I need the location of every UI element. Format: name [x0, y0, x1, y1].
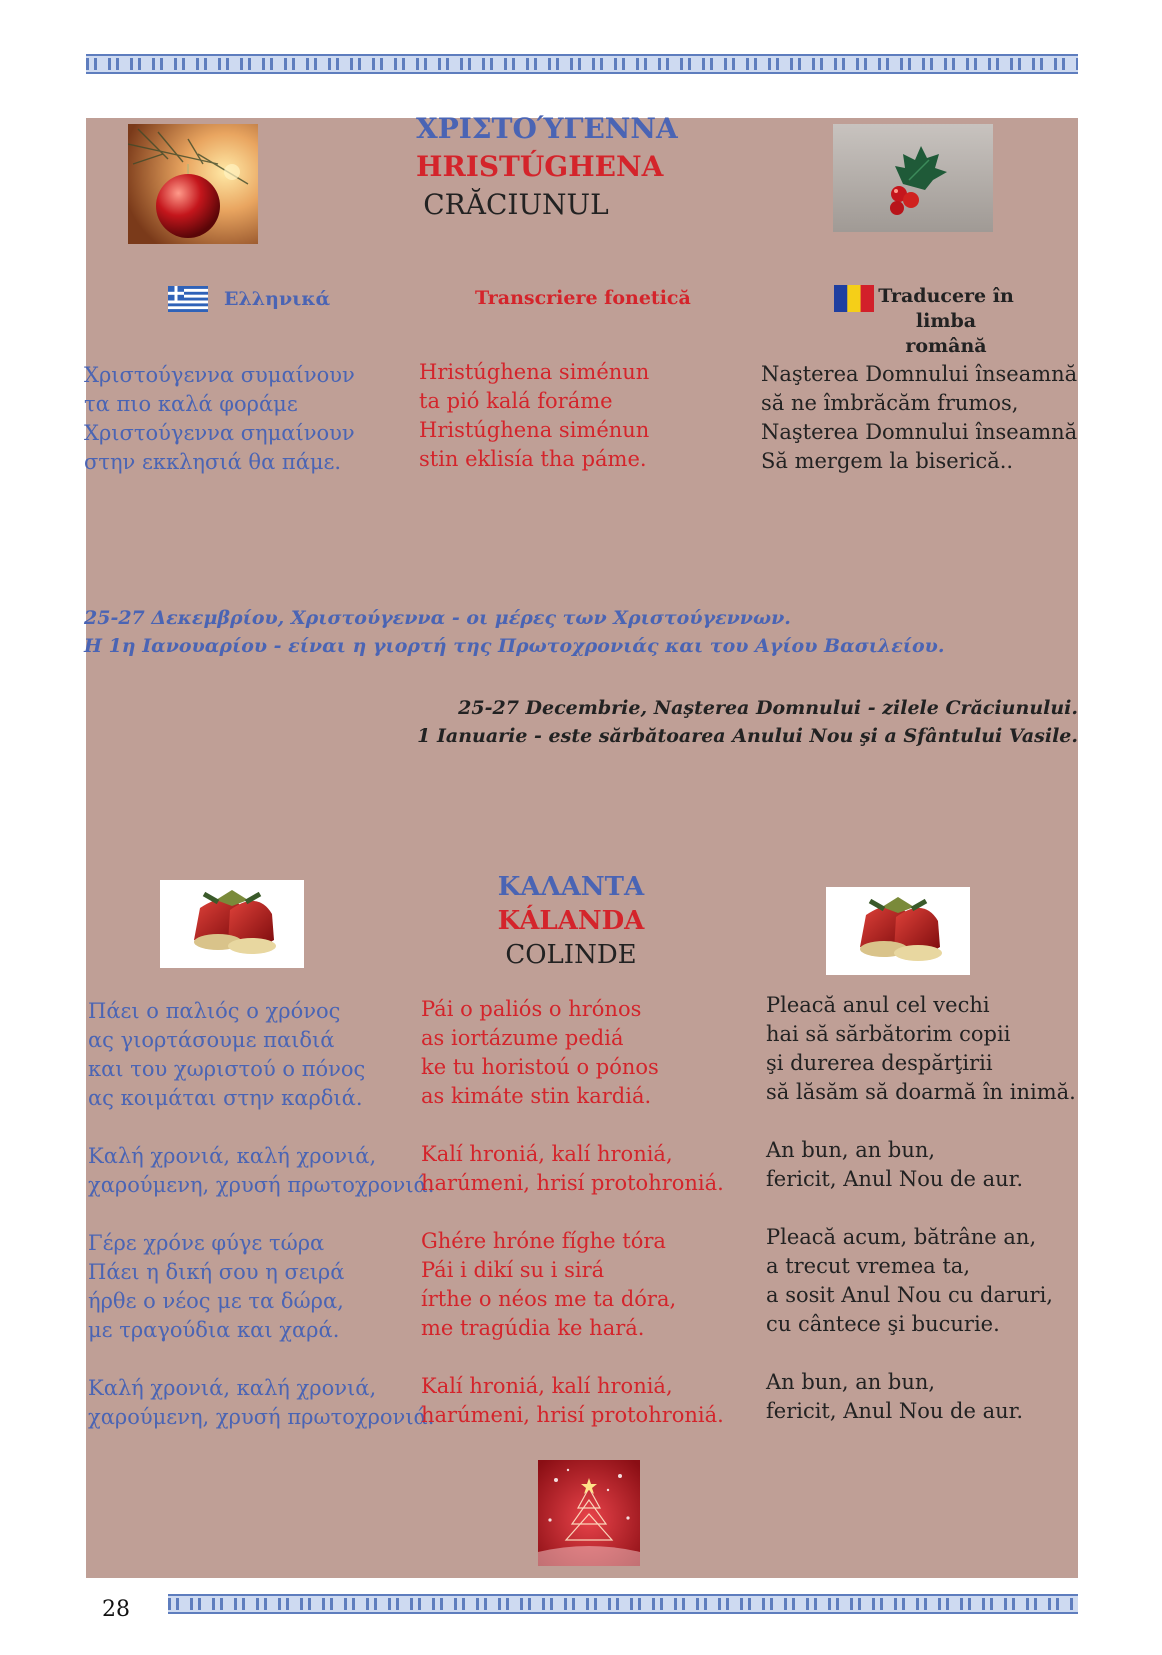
header-phonetic: Transcriere fonetică: [475, 287, 691, 309]
carols-title: [481, 870, 661, 972]
romanian-flag-icon: [834, 285, 874, 312]
note-romanian-line2: 1 Ianuarie - este sărbătoarea Anului Nou şi a Sfântului Vasile.: [417, 725, 1078, 747]
header-greek: Ελληνικά: [224, 288, 331, 310]
title-greek: ΧΡΙΣΤΟΎΓΕΝΝΑ: [416, 112, 678, 145]
verse2-greek: Πάει ο παλιός ο χρόνος ας γιορτάσουμε παιδιά και του χωριστού ο πόνος ας κοιμάται στην καρδιά. Καλή χρονιά, καλή χρονιά, χαρούμενη, χρυσή πρωτοχρονιά. Γέρε χρόνε φύγε τώρα Πάει η δική σου η σειρά ήρθε ο νέος με τα δώρα, με τραγούδια και χαρά. Καλή χρονιά, καλή χρονιά, χαρούμενη, χρυσή πρωτοχρονιά.: [88, 999, 435, 1429]
christmas-tree-card: [538, 1460, 640, 1566]
title2-greek: ΚΑΛΑΝΤΑ: [497, 872, 645, 902]
content-panel: [84, 112, 1078, 1578]
holly-photo: [833, 124, 993, 232]
title-phonetic: HRISTÚGHENA: [416, 150, 664, 183]
title-romanian: CRĂCIUNUL: [423, 188, 609, 221]
greek-key-border-top: [86, 54, 1078, 74]
verse1-greek: Χριστούγεννα συμαίνουν τα πιο καλά φοράμε Χριστούγεννα σημαίνουν στην εκκλησιά θα πάμε.: [84, 363, 355, 474]
note-greek-line2: Η 1η Ιανουαρίου - είναι η γιορτή της Πρωτοχρονιάς και του Αγίου Βασιλείου.: [84, 635, 945, 657]
page-number: 28: [102, 1597, 130, 1622]
bells-photo-right: [826, 887, 970, 975]
christmas-ornament-photo: [128, 124, 258, 244]
bells-photo-left: [160, 880, 304, 968]
greek-key-border-bottom: [168, 1594, 1078, 1614]
header-romanian: Traducere în limba română: [878, 285, 1014, 357]
title2-phonetic: KÁLANDA: [497, 906, 645, 936]
christmas-title: [416, 110, 678, 224]
verse2-romanian: Pleacă anul cel vechi hai să sărbătorim copii şi durerea despărţirii să lăsăm să doarmă în inimă. An bun, an bun, fericit, Anul Nou de aur. Pleacă acum, bătrâne an, a trecut vremea ta, a sosit Anul Nou cu daruri, cu cântece şi bucurie. An bun, an bun, fericit, Anul Nou de aur.: [766, 993, 1076, 1423]
verse1-phonetic: Hristúghena siménun ta pió kalá foráme Hristúghena siménun stin eklisía tha páme.: [419, 360, 650, 471]
verse1-romanian: Naşterea Domnului înseamnă să ne îmbrăcăm frumos, Naşterea Domnului înseamnă Să mergem la biserică..: [761, 362, 1078, 473]
title2-romanian: COLINDE: [505, 940, 637, 970]
greek-flag-icon: [168, 286, 208, 312]
note-greek-line1: 25-27 Δεκεμβρίου, Χριστούγεννα - οι μέρες των Χριστούγεννων.: [84, 607, 791, 629]
note-romanian-line1: 25-27 Decembrie, Naşterea Domnului - zilele Crăciunului.: [458, 697, 1078, 719]
verse2-phonetic: Pái o paliós o hrónos as iortázume pediá ke tu horistoú o pónos as kimáte stin kardiá. Kalí hroniá, kalí hroniá, harúmeni, hrisí protohroniá. Ghére hróne fíghe tóra Pái i dikí su i sirá írthe o néos me ta dóra, me tragúdia ke hará. Kalí hroniá, kalí hroniá, harúmeni, hrisí protohroniá.: [421, 997, 724, 1427]
